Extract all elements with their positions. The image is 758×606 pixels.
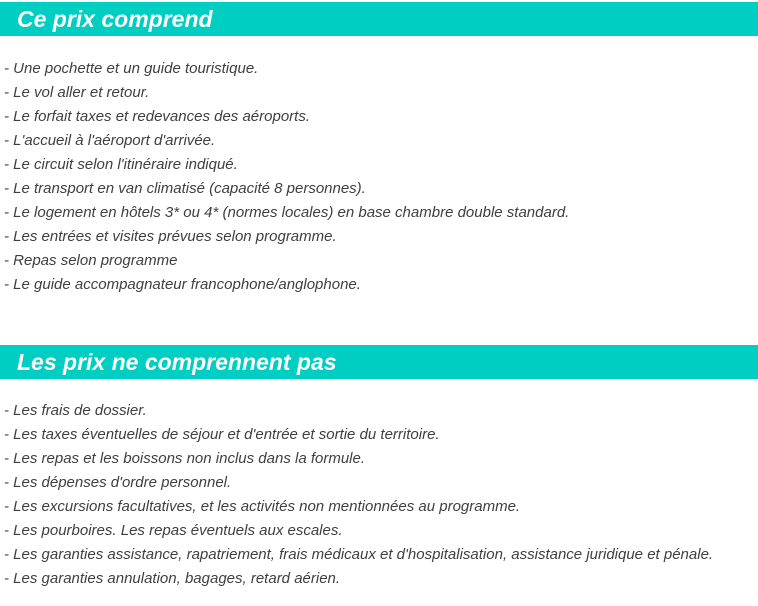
list-item: - Le forfait taxes et redevances des aéroports. [4,108,310,125]
price-excludes-section [0,345,758,591]
includes-list [0,57,758,297]
list-item: - Le vol aller et retour. [4,84,150,101]
list-item: - L'accueil à l'aéroport d'arrivée. [4,132,216,149]
section-title: Les prix ne comprennent pas [17,349,337,375]
list-item: - Les entrées et visites prévues selon programme. [4,228,337,245]
list-item: - Les taxes éventuelles de séjour et d'entrée et sortie du territoire. [4,426,440,443]
list-item: - Repas selon programme [4,252,178,269]
list-item: - Une pochette et un guide touristique. [4,60,259,77]
list-item: - Le circuit selon l'itinéraire indiqué. [4,156,238,173]
excludes-list [0,399,758,591]
section-header-includes [0,2,758,36]
list-item: - Le guide accompagnateur francophone/anglophone. [4,276,361,293]
list-item: - Le transport en van climatisé (capacité 8 personnes). [4,180,366,197]
price-includes-section [0,2,758,297]
list-item: - Les garanties assistance, rapatriement, frais médicaux et d'hospitalisation, assistance juridique et pénale. [4,546,714,563]
list-item: - Les pourboires. Les repas éventuels aux escales. [4,522,343,539]
list-item: - Les frais de dossier. [4,402,147,419]
section-title: Ce prix comprend [17,6,213,32]
list-item: - Les excursions facultatives, et les activités non mentionnées au programme. [4,498,521,515]
list-item: - Les repas et les boissons non inclus dans la formule. [4,450,366,467]
list-item: - Les garanties annulation, bagages, retard aérien. [4,570,341,587]
section-header-excludes [0,345,758,379]
list-item: - Les dépenses d'ordre personnel. [4,474,232,491]
list-item: - Le logement en hôtels 3* ou 4* (normes locales) en base chambre double standard. [4,204,570,221]
